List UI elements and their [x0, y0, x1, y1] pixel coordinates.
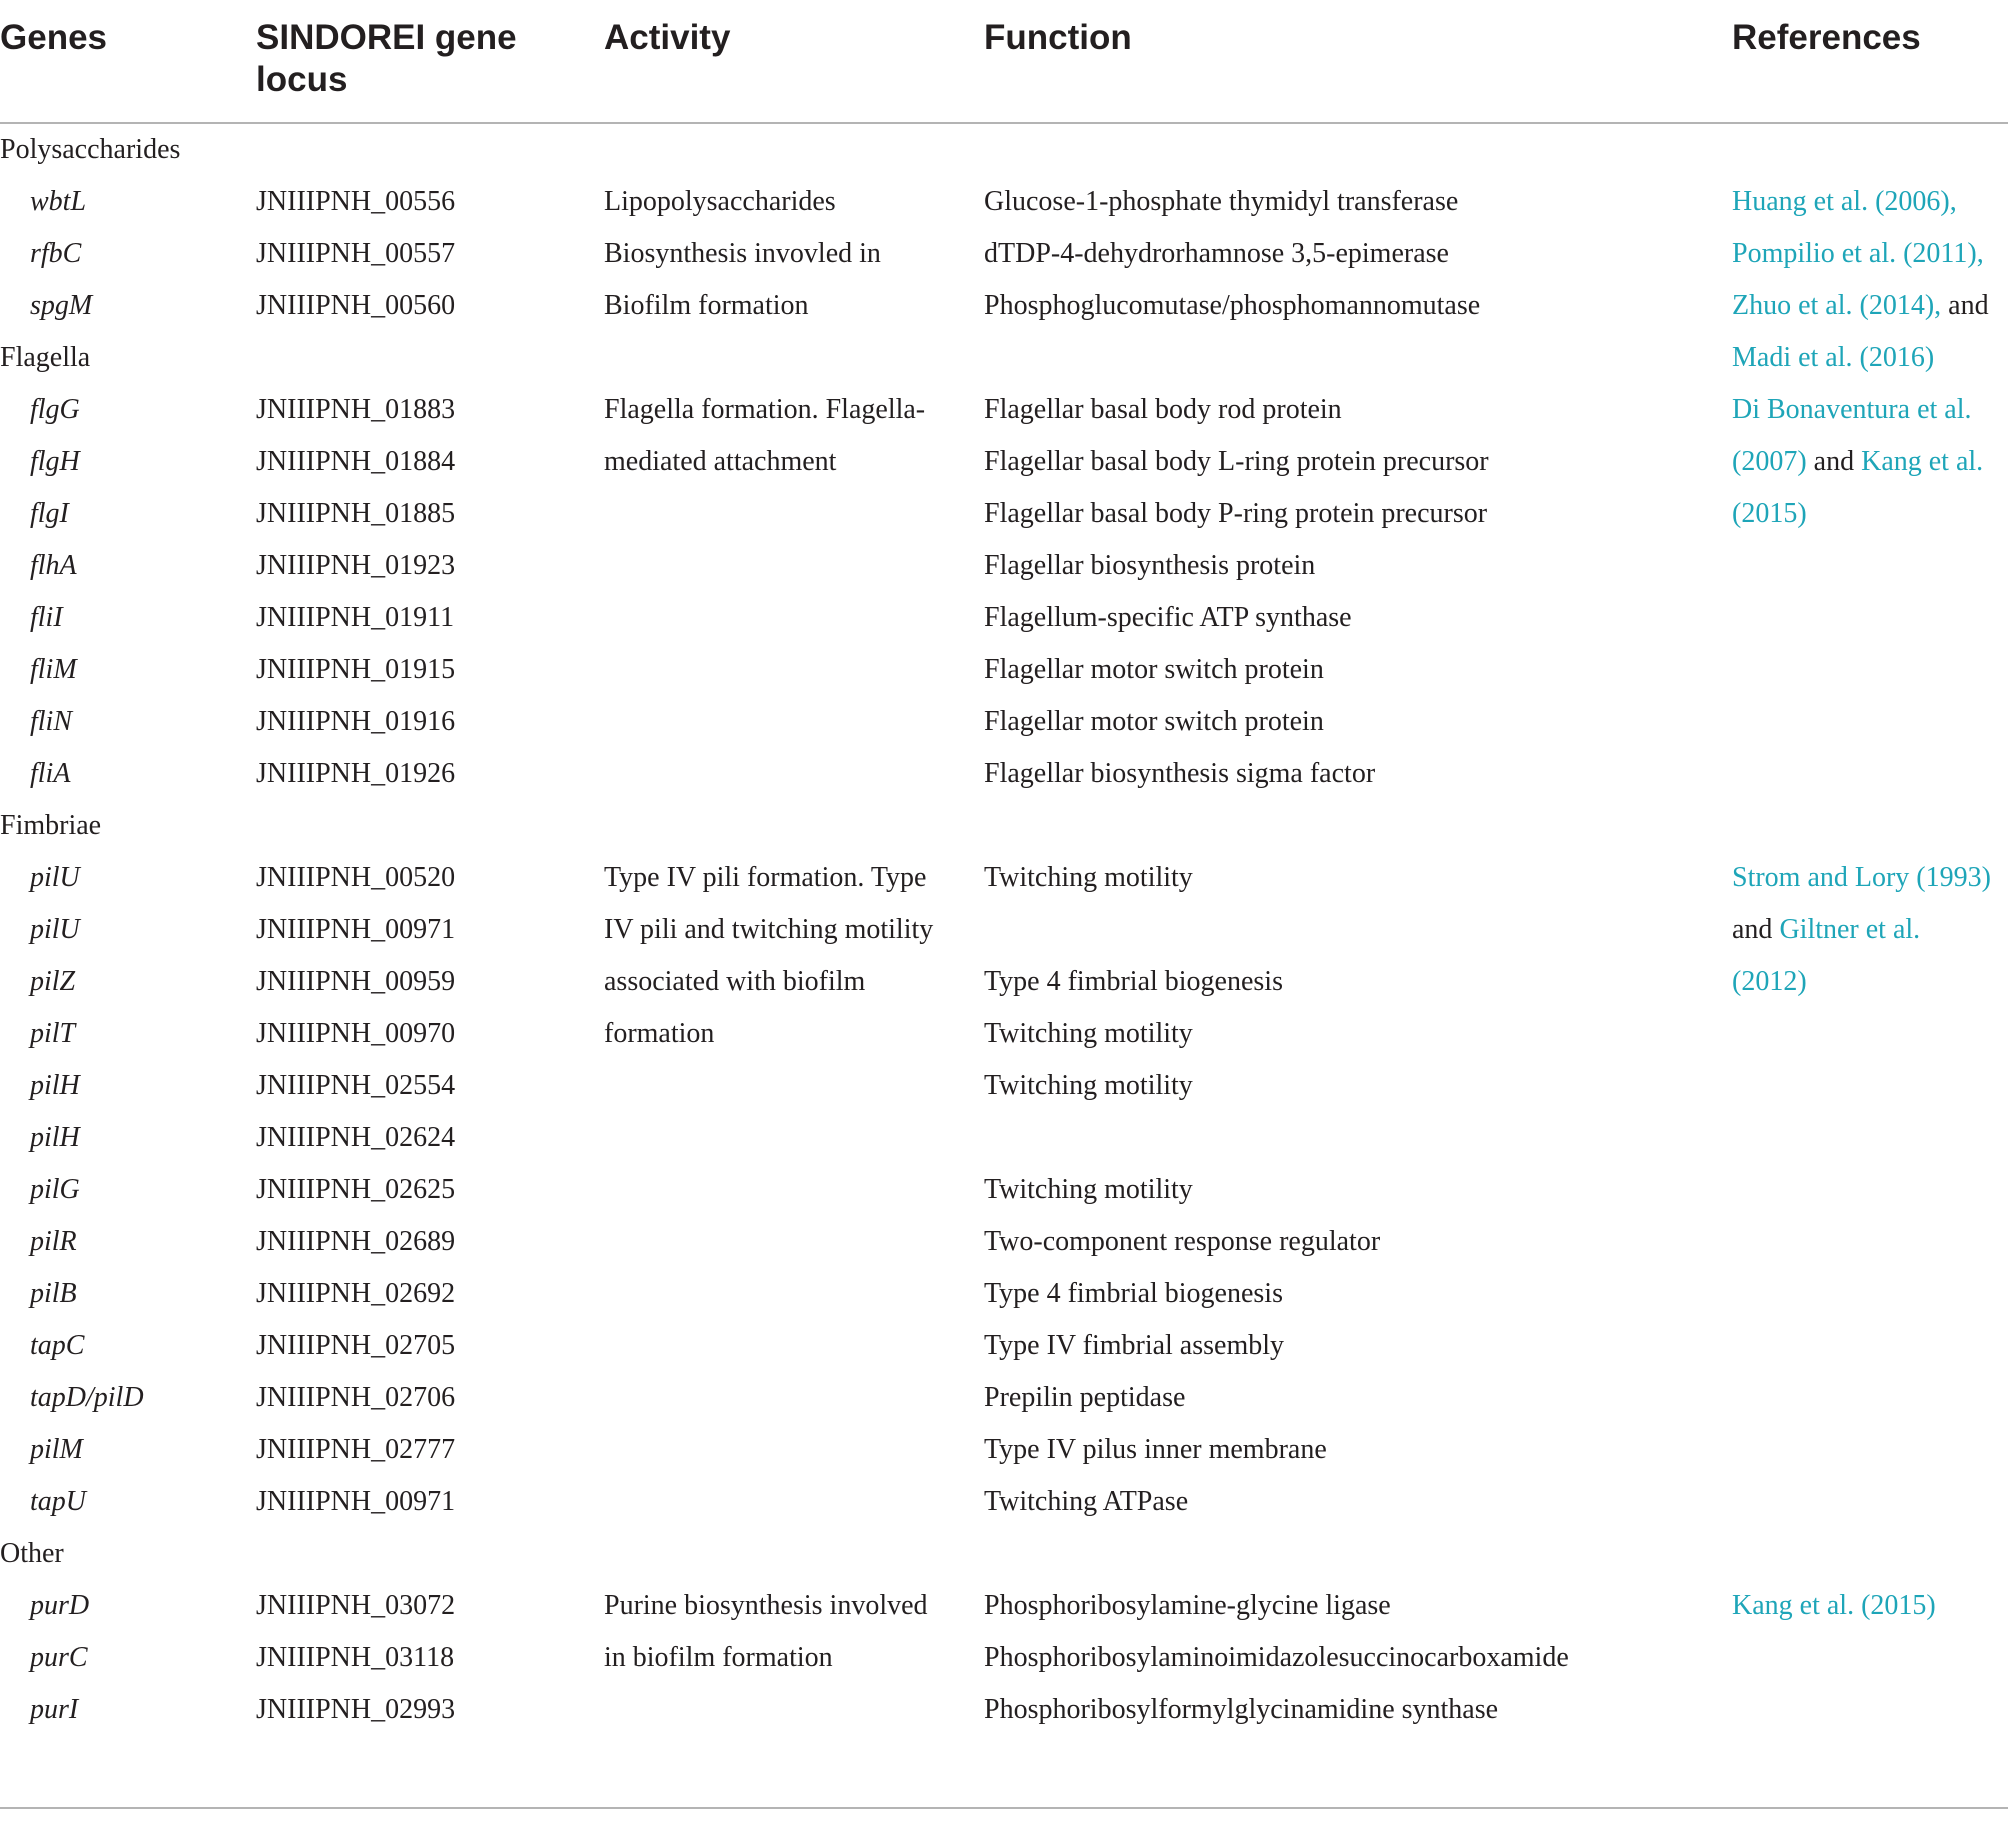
gene-cell: pilH — [30, 1122, 80, 1153]
locus-cell: JNIIIPNH_02689 — [256, 1226, 456, 1257]
table-row — [0, 1372, 2008, 1424]
table-row — [0, 852, 2008, 904]
reference-line — [1732, 176, 1989, 228]
activity-line: Lipopolysaccharides — [604, 186, 836, 217]
table-row — [0, 436, 2008, 488]
locus-cell: JNIIIPNH_01883 — [256, 394, 456, 425]
gene-cell: purC — [30, 1642, 88, 1673]
reference-link[interactable]: Zhuo et al. (2014), — [1732, 290, 1942, 321]
function-cell: Phosphoglucomutase/phosphomannomutase — [984, 290, 1481, 321]
activity-line: Type IV pili formation. Type — [604, 862, 927, 893]
table-row — [0, 540, 2008, 592]
function-cell: dTDP-4-dehydrorhamnose 3,5-epimerase — [984, 238, 1449, 269]
locus-cell: JNIIIPNH_03072 — [256, 1590, 456, 1621]
header-locus-line: locus — [256, 60, 348, 99]
function-cell: Phosphoribosylamine-glycine ligase — [984, 1590, 1391, 1621]
table-row — [0, 280, 2008, 332]
locus-cell: JNIIIPNH_03118 — [256, 1642, 455, 1673]
section-heading: Other — [0, 1538, 64, 1569]
table-row — [0, 1268, 2008, 1320]
gene-cell: wbtL — [30, 186, 87, 217]
function-cell: Type 4 fimbrial biogenesis — [984, 1278, 1283, 1309]
gene-cell: fliA — [30, 758, 71, 789]
reference-link[interactable]: (2012) — [1732, 966, 1807, 997]
gene-cell: fliM — [30, 654, 77, 685]
locus-cell: JNIIIPNH_02554 — [256, 1070, 456, 1101]
activity-line: formation — [604, 1018, 715, 1049]
gene-cell: fliN — [30, 706, 73, 737]
table-row — [0, 1112, 2008, 1164]
table-row — [0, 748, 2008, 800]
header-references: References — [1732, 18, 1921, 57]
locus-cell: JNIIIPNH_00556 — [256, 186, 456, 217]
reference-line — [1732, 332, 1989, 384]
table-row — [0, 1580, 2008, 1632]
reference-link[interactable]: Madi et al. (2016) — [1732, 342, 1935, 373]
function-cell: Phosphoribosylformylglycinamidine synthase — [984, 1694, 1499, 1725]
table-row — [0, 488, 2008, 540]
gene-cell: pilZ — [30, 966, 76, 997]
reference-line — [1732, 280, 1989, 332]
reference-link[interactable]: Huang et al. (2006), — [1732, 186, 1957, 217]
function-cell: Flagellar basal body L-ring protein precursor — [984, 446, 1489, 477]
header-genes: Genes — [0, 18, 107, 57]
gene-cell: fliI — [30, 602, 63, 633]
section-heading: Flagella — [0, 342, 91, 373]
function-cell: Flagellar biosynthesis sigma factor — [984, 758, 1376, 789]
reference-line — [1732, 384, 1983, 436]
locus-cell: JNIIIPNH_02993 — [256, 1694, 456, 1725]
activity-line: Purine biosynthesis involved — [604, 1590, 928, 1621]
gene-cell: spgM — [30, 290, 93, 321]
reference-link[interactable]: Di Bonaventura et al. — [1732, 394, 1972, 425]
header-rule — [0, 122, 2008, 124]
activity-line: Flagella formation. Flagella- — [604, 394, 926, 425]
header-locus-line: SINDOREI gene — [256, 18, 517, 57]
function-cell: Twitching motility — [984, 862, 1193, 893]
locus-cell: JNIIIPNH_00971 — [256, 1486, 456, 1517]
references-cell — [1732, 1580, 1936, 1632]
locus-cell: JNIIIPNH_00971 — [256, 914, 456, 945]
locus-cell: JNIIIPNH_01915 — [256, 654, 456, 685]
table-row — [0, 956, 2008, 1008]
gene-cell: tapU — [30, 1486, 86, 1517]
table-row — [0, 1320, 2008, 1372]
locus-cell: JNIIIPNH_02624 — [256, 1122, 456, 1153]
locus-cell: JNIIIPNH_00560 — [256, 290, 456, 321]
function-cell: Type IV fimbrial assembly — [984, 1330, 1285, 1361]
locus-cell: JNIIIPNH_01884 — [256, 446, 456, 477]
reference-link[interactable]: (2007) — [1732, 446, 1807, 477]
locus-cell: JNIIIPNH_01885 — [256, 498, 456, 529]
reference-line — [1732, 956, 1991, 1008]
reference-link[interactable]: Kang et al. (2015) — [1732, 1590, 1936, 1621]
locus-cell: JNIIIPNH_00959 — [256, 966, 456, 997]
function-cell: Glucose-1-phosphate thymidyl transferase — [984, 186, 1459, 217]
locus-cell: JNIIIPNH_01916 — [256, 706, 456, 737]
table-row — [0, 1164, 2008, 1216]
table-row — [0, 1008, 2008, 1060]
reference-line — [1732, 488, 1983, 540]
activity-cell — [604, 852, 933, 1060]
function-cell: Twitching motility — [984, 1070, 1193, 1101]
table-row — [0, 1060, 2008, 1112]
table-row — [0, 644, 2008, 696]
reference-line — [1732, 436, 1983, 488]
reference-link[interactable]: Strom and Lory (1993) — [1732, 862, 1991, 893]
gene-cell: pilG — [30, 1174, 80, 1205]
header-locus — [256, 17, 517, 101]
locus-cell: JNIIIPNH_01911 — [256, 602, 455, 633]
gene-cell: rfbC — [30, 238, 82, 269]
locus-cell: JNIIIPNH_02706 — [256, 1382, 456, 1413]
reference-link[interactable]: Kang et al. — [1861, 446, 1984, 477]
activity-line: Biofilm formation — [604, 290, 809, 321]
reference-text: and — [1941, 290, 1989, 321]
gene-cell: pilB — [30, 1278, 77, 1309]
activity-line: IV pili and twitching motility — [604, 914, 934, 945]
table-row — [0, 176, 2008, 228]
function-cell: Flagellum-specific ATP synthase — [984, 602, 1352, 633]
gene-cell: flgI — [30, 498, 69, 529]
activity-cell — [604, 1580, 928, 1684]
function-cell: Twitching motility — [984, 1018, 1193, 1049]
gene-cell: pilR — [30, 1226, 77, 1257]
gene-cell: pilU — [30, 914, 80, 945]
function-cell: Twitching ATPase — [984, 1486, 1189, 1517]
section-heading: Fimbriae — [0, 810, 102, 841]
references-cell — [1732, 384, 1983, 540]
gene-cell: purI — [30, 1694, 79, 1725]
references-cell — [1732, 852, 1991, 1008]
reference-link[interactable]: (2015) — [1732, 498, 1807, 529]
locus-cell: JNIIIPNH_00520 — [256, 862, 456, 893]
reference-link[interactable]: Pompilio et al. (2011), — [1732, 238, 1984, 269]
gene-cell: flgH — [30, 446, 80, 477]
activity-line: in biofilm formation — [604, 1642, 833, 1673]
function-cell: Type IV pilus inner membrane — [984, 1434, 1327, 1465]
table-row — [0, 1476, 2008, 1528]
table-row — [0, 1632, 2008, 1684]
function-cell: Twitching motility — [984, 1174, 1193, 1205]
table-row — [0, 696, 2008, 748]
gene-cell: pilT — [30, 1018, 76, 1049]
reference-text: and — [1806, 446, 1862, 477]
gene-cell: tapD/pilD — [30, 1382, 144, 1413]
gene-cell: pilH — [30, 1070, 80, 1101]
function-cell: Phosphoribosylaminoimidazolesuccinocarboxamide — [984, 1642, 1569, 1673]
references-cell — [1732, 176, 1989, 384]
table-row — [0, 1684, 2008, 1736]
function-cell: Type 4 fimbrial biogenesis — [984, 966, 1283, 997]
gene-cell: pilM — [30, 1434, 83, 1465]
locus-cell: JNIIIPNH_02692 — [256, 1278, 456, 1309]
function-cell: Flagellar biosynthesis protein — [984, 550, 1316, 581]
reference-link[interactable]: Giltner et al. — [1779, 914, 1921, 945]
locus-cell: JNIIIPNH_02625 — [256, 1174, 456, 1205]
gene-cell: purD — [30, 1590, 90, 1621]
function-cell: Flagellar basal body P-ring protein precursor — [984, 498, 1488, 529]
locus-cell: JNIIIPNH_02777 — [256, 1434, 456, 1465]
table-row — [0, 384, 2008, 436]
locus-cell: JNIIIPNH_02705 — [256, 1330, 456, 1361]
function-cell: Flagellar basal body rod protein — [984, 394, 1342, 425]
activity-line: mediated attachment — [604, 446, 837, 477]
activity-cell — [604, 176, 881, 332]
locus-cell: JNIIIPNH_00557 — [256, 238, 456, 269]
function-cell: Two-component response regulator — [984, 1226, 1381, 1257]
reference-line — [1732, 904, 1991, 956]
table-row — [0, 228, 2008, 280]
activity-cell — [604, 384, 925, 488]
gene-cell: tapC — [30, 1330, 85, 1361]
locus-cell: JNIIIPNH_01926 — [256, 758, 456, 789]
function-cell: Prepilin peptidase — [984, 1382, 1186, 1413]
table-row — [0, 904, 2008, 956]
reference-line — [1732, 228, 1989, 280]
locus-cell: JNIIIPNH_01923 — [256, 550, 456, 581]
header-activity: Activity — [604, 18, 731, 57]
gene-cell: flgG — [30, 394, 80, 425]
bottom-rule — [0, 1807, 2008, 1809]
table-row — [0, 592, 2008, 644]
section-heading: Polysaccharides — [0, 134, 181, 165]
gene-cell: pilU — [30, 862, 80, 893]
table-row — [0, 1216, 2008, 1268]
gene-cell: flhA — [30, 550, 77, 581]
reference-line — [1732, 1580, 1936, 1632]
reference-line — [1732, 852, 1991, 904]
activity-line: Biosynthesis invovled in — [604, 238, 881, 269]
function-cell: Flagellar motor switch protein — [984, 706, 1324, 737]
header-function: Function — [984, 18, 1132, 57]
function-cell: Flagellar motor switch protein — [984, 654, 1324, 685]
table-row — [0, 1424, 2008, 1476]
reference-text: and — [1732, 914, 1780, 945]
locus-cell: JNIIIPNH_00970 — [256, 1018, 456, 1049]
activity-line: associated with biofilm — [604, 966, 866, 997]
